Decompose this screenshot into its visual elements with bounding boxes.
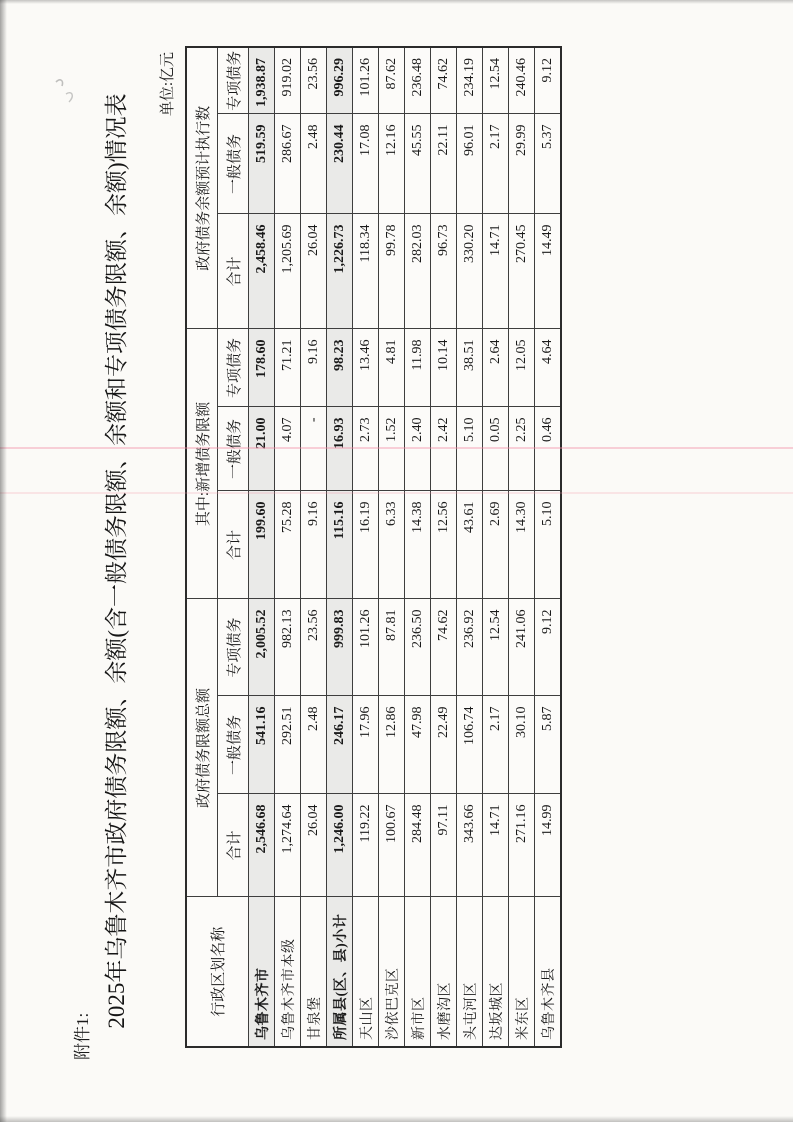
value-cell: 17.08 bbox=[353, 114, 379, 214]
value-cell: 12.16 bbox=[379, 114, 405, 214]
table-row bbox=[301, 47, 327, 1047]
value-cell: 14.71 bbox=[483, 794, 509, 897]
subheader-total: 合计 bbox=[218, 214, 249, 329]
value-cell: 101.26 bbox=[353, 599, 379, 696]
value-cell: 271.16 bbox=[509, 794, 535, 897]
table-body bbox=[249, 47, 562, 1047]
table-row bbox=[509, 47, 535, 1047]
subheader-special: 专项债务 bbox=[218, 329, 249, 407]
table-row bbox=[353, 47, 379, 1047]
value-cell: 14.49 bbox=[535, 214, 562, 329]
value-cell: 16.19 bbox=[353, 491, 379, 599]
value-cell: 241.06 bbox=[509, 599, 535, 696]
region-cell: 乌鲁木齐市 bbox=[249, 897, 275, 1047]
value-cell: 343.66 bbox=[457, 794, 483, 897]
value-cell: 541.16 bbox=[249, 696, 275, 794]
value-cell: 4.64 bbox=[535, 329, 562, 407]
value-cell: 12.05 bbox=[509, 329, 535, 407]
scanner-artifact-line bbox=[0, 492, 793, 494]
value-cell: 2,005.52 bbox=[249, 599, 275, 696]
value-cell: 5.87 bbox=[535, 696, 562, 794]
region-cell: 沙依巴克区 bbox=[379, 897, 405, 1047]
value-cell: 115.16 bbox=[327, 491, 353, 599]
value-cell: 12.86 bbox=[379, 696, 405, 794]
value-cell: 2.17 bbox=[483, 114, 509, 214]
value-cell: 9.16 bbox=[301, 491, 327, 599]
value-cell: 5.10 bbox=[535, 491, 562, 599]
value-cell: 43.61 bbox=[457, 491, 483, 599]
value-cell: 101.26 bbox=[353, 47, 379, 114]
region-cell: 达坂城区 bbox=[483, 897, 509, 1047]
attachment-label: 附件1: bbox=[73, 1012, 92, 1060]
value-cell: 23.56 bbox=[301, 599, 327, 696]
debt-table bbox=[185, 46, 562, 1048]
value-cell: 1,938.87 bbox=[249, 47, 275, 114]
value-cell: 236.92 bbox=[457, 599, 483, 696]
value-cell: 96.73 bbox=[431, 214, 457, 329]
value-cell: 2.64 bbox=[483, 329, 509, 407]
value-cell: 13.46 bbox=[353, 329, 379, 407]
value-cell: 12.54 bbox=[483, 599, 509, 696]
value-cell: 47.98 bbox=[405, 696, 431, 794]
value-cell: 97.11 bbox=[431, 794, 457, 897]
value-cell: 270.45 bbox=[509, 214, 535, 329]
table-row bbox=[483, 47, 509, 1047]
scanner-artifact-line bbox=[0, 447, 793, 449]
table-row bbox=[405, 47, 431, 1047]
value-cell: 919.02 bbox=[275, 47, 301, 114]
value-cell: 286.67 bbox=[275, 114, 301, 214]
table-row bbox=[379, 47, 405, 1047]
value-cell: 75.28 bbox=[275, 491, 301, 599]
value-cell: 14.99 bbox=[535, 794, 562, 897]
value-cell: 14.71 bbox=[483, 214, 509, 329]
region-cell: 新市区 bbox=[405, 897, 431, 1047]
value-cell: 236.50 bbox=[405, 599, 431, 696]
table-row bbox=[275, 47, 301, 1047]
value-cell: 17.96 bbox=[353, 696, 379, 794]
value-cell: 5.10 bbox=[457, 407, 483, 491]
value-cell: 240.46 bbox=[509, 47, 535, 114]
value-cell: 12.54 bbox=[483, 47, 509, 114]
value-cell: 2.48 bbox=[301, 696, 327, 794]
value-cell: 246.17 bbox=[327, 696, 353, 794]
value-cell: 1,205.69 bbox=[275, 214, 301, 329]
value-cell: 230.44 bbox=[327, 114, 353, 214]
value-cell: 99.78 bbox=[379, 214, 405, 329]
value-cell: 2,458.46 bbox=[249, 214, 275, 329]
value-cell: 96.01 bbox=[457, 114, 483, 214]
table-row bbox=[249, 47, 275, 1047]
value-cell: 2.48 bbox=[301, 114, 327, 214]
value-cell: 2.17 bbox=[483, 696, 509, 794]
subheader-general: 一般债务 bbox=[218, 407, 249, 491]
region-cell: 甘泉堡 bbox=[301, 897, 327, 1047]
value-cell: 2.25 bbox=[509, 407, 535, 491]
subheader-general: 一般债务 bbox=[218, 696, 249, 794]
table-row bbox=[431, 47, 457, 1047]
scan-edge-shadow bbox=[0, 1116, 793, 1122]
region-cell: 米东区 bbox=[509, 897, 535, 1047]
value-cell: 22.11 bbox=[431, 114, 457, 214]
header-group-limit-total: 政府债务限额总额 bbox=[186, 599, 218, 897]
region-cell: 所属县(区、县)小计 bbox=[327, 897, 353, 1047]
region-cell: 水磨沟区 bbox=[431, 897, 457, 1047]
subheader-total: 合计 bbox=[218, 794, 249, 897]
table-header bbox=[186, 47, 249, 1047]
value-cell: 9.12 bbox=[535, 47, 562, 114]
value-cell: 282.03 bbox=[405, 214, 431, 329]
value-cell: 199.60 bbox=[249, 491, 275, 599]
value-cell: 11.98 bbox=[405, 329, 431, 407]
table-row bbox=[457, 47, 483, 1047]
region-cell: 乌鲁木齐县 bbox=[535, 897, 562, 1047]
value-cell: 22.49 bbox=[431, 696, 457, 794]
unit-label: 单位:亿元 bbox=[160, 52, 176, 117]
value-cell: 21.00 bbox=[249, 407, 275, 491]
region-cell: 天山区 bbox=[353, 897, 379, 1047]
value-cell: 4.07 bbox=[275, 407, 301, 491]
value-cell: 519.59 bbox=[249, 114, 275, 214]
value-cell: 87.81 bbox=[379, 599, 405, 696]
value-cell: 1,274.64 bbox=[275, 794, 301, 897]
value-cell: 330.20 bbox=[457, 214, 483, 329]
value-cell: 29.99 bbox=[509, 114, 535, 214]
value-cell: 12.56 bbox=[431, 491, 457, 599]
value-cell: 0.05 bbox=[483, 407, 509, 491]
subheader-total: 合计 bbox=[218, 491, 249, 599]
header-region: 行政区划名称 bbox=[186, 897, 249, 1047]
region-cell: 头屯河区 bbox=[457, 897, 483, 1047]
value-cell: 16.93 bbox=[327, 407, 353, 491]
value-cell: 98.23 bbox=[327, 329, 353, 407]
value-cell: 2.42 bbox=[431, 407, 457, 491]
table-row bbox=[327, 47, 353, 1047]
value-cell: 26.04 bbox=[301, 214, 327, 329]
value-cell: 9.16 bbox=[301, 329, 327, 407]
value-cell: 74.62 bbox=[431, 599, 457, 696]
header-group-balance-forecast: 政府债务余额预计执行数 bbox=[186, 47, 218, 329]
value-cell: 982.13 bbox=[275, 599, 301, 696]
value-cell: - bbox=[301, 407, 327, 491]
value-cell: 2.69 bbox=[483, 491, 509, 599]
region-cell: 乌鲁木齐市本级 bbox=[275, 897, 301, 1047]
value-cell: 6.33 bbox=[379, 491, 405, 599]
value-cell: 1,226.73 bbox=[327, 214, 353, 329]
scan-edge-shadow bbox=[0, 0, 7, 1122]
value-cell: 30.10 bbox=[509, 696, 535, 794]
value-cell: 236.48 bbox=[405, 47, 431, 114]
value-cell: 999.83 bbox=[327, 599, 353, 696]
value-cell: 71.21 bbox=[275, 329, 301, 407]
value-cell: 14.38 bbox=[405, 491, 431, 599]
subheader-general: 一般债务 bbox=[218, 114, 249, 214]
value-cell: 2,546.68 bbox=[249, 794, 275, 897]
value-cell: 38.51 bbox=[457, 329, 483, 407]
value-cell: 45.55 bbox=[405, 114, 431, 214]
value-cell: 106.74 bbox=[457, 696, 483, 794]
header-group-new-limit: 其中:新增债务限额 bbox=[186, 329, 218, 599]
subheader-special: 专项债务 bbox=[218, 599, 249, 696]
value-cell: 14.30 bbox=[509, 491, 535, 599]
page-title: 2025年乌鲁木齐市政府债务限额、余额(含一般债务限额、余额和专项债务限额、余额)情况表 bbox=[104, 93, 129, 1029]
subheader-special: 专项债务 bbox=[218, 47, 249, 114]
scan-edge-shadow bbox=[0, 0, 793, 4]
value-cell: 118.34 bbox=[353, 214, 379, 329]
pen-smudge-mark bbox=[52, 76, 78, 108]
value-cell: 284.48 bbox=[405, 794, 431, 897]
value-cell: 5.37 bbox=[535, 114, 562, 214]
value-cell: 4.81 bbox=[379, 329, 405, 407]
value-cell: 2.73 bbox=[353, 407, 379, 491]
value-cell: 119.22 bbox=[353, 794, 379, 897]
value-cell: 10.14 bbox=[431, 329, 457, 407]
value-cell: 74.62 bbox=[431, 47, 457, 114]
value-cell: 178.60 bbox=[249, 329, 275, 407]
table-row bbox=[535, 47, 562, 1047]
value-cell: 26.04 bbox=[301, 794, 327, 897]
value-cell: 9.12 bbox=[535, 599, 562, 696]
value-cell: 0.46 bbox=[535, 407, 562, 491]
value-cell: 1,246.00 bbox=[327, 794, 353, 897]
value-cell: 292.51 bbox=[275, 696, 301, 794]
value-cell: 2.40 bbox=[405, 407, 431, 491]
value-cell: 996.29 bbox=[327, 47, 353, 114]
value-cell: 100.67 bbox=[379, 794, 405, 897]
value-cell: 234.19 bbox=[457, 47, 483, 114]
value-cell: 1.52 bbox=[379, 407, 405, 491]
value-cell: 23.56 bbox=[301, 47, 327, 114]
value-cell: 87.62 bbox=[379, 47, 405, 114]
